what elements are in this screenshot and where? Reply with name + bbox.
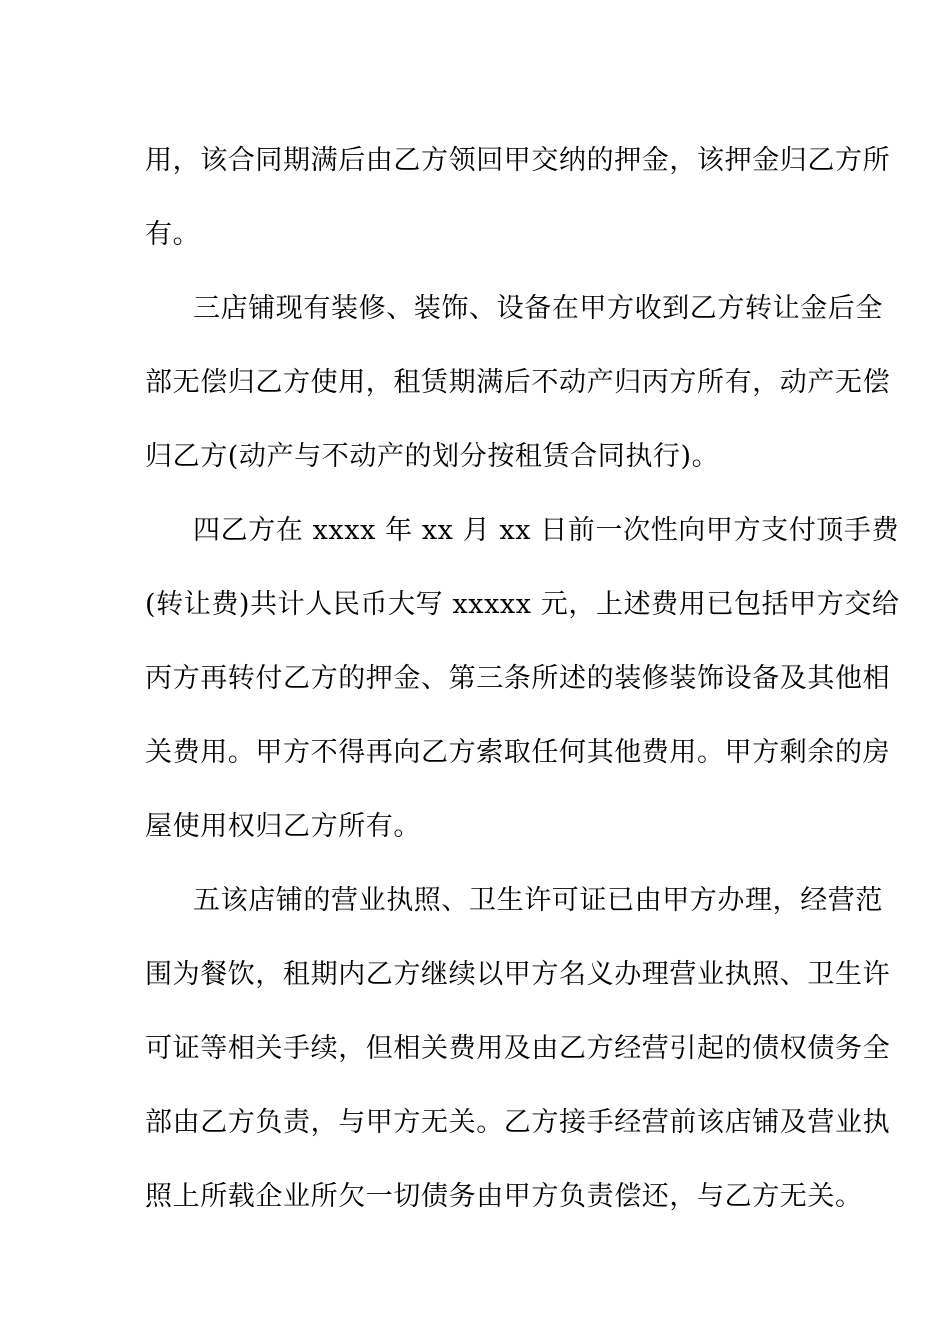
paragraph-continuation — [145, 124, 891, 272]
text-line: 围为餐饮，租期内乙方继续以甲方名义办理营业执照、卫生许 — [145, 959, 891, 990]
text-line: 归乙方(动产与不动产的划分按租赁合同执行)。 — [145, 441, 720, 472]
text-line: 丙方再转付乙方的押金、第三条所述的装修装饰设备及其他相 — [145, 663, 891, 694]
text-line: 照上所载企业所欠一切债务由甲方负责偿还，与乙方无关。 — [145, 1181, 863, 1212]
text-line: 部由乙方负责，与甲方无关。乙方接手经营前该店铺及营业执 — [145, 1107, 891, 1138]
paragraph-clause-3 — [145, 272, 891, 494]
text-line: 用，该合同期满后由乙方领回甲交纳的押金，该押金归乙方所 — [145, 145, 891, 176]
text-line: 四乙方在 xxxx 年 xx 月 xx 日前一次性向甲方支付顶手费 — [193, 515, 900, 546]
text-line: 部无偿归乙方使用，租赁期满后不动产归丙方所有，动产无偿 — [145, 367, 891, 398]
text-line: 三店铺现有装修、装饰、设备在甲方收到乙方转让金后全 — [193, 293, 883, 324]
text-line: 五该店铺的营业执照、卫生许可证已由甲方办理，经营范 — [193, 885, 883, 916]
text-line: 可证等相关手续，但相关费用及由乙方经营引起的债权债务全 — [145, 1033, 891, 1064]
text-line: 屋使用权归乙方所有。 — [145, 811, 421, 842]
paragraph-clause-4 — [145, 494, 900, 864]
paragraph-clause-5 — [145, 864, 891, 1234]
document-body — [145, 124, 900, 1234]
text-line: (转让费)共计人民币大写 xxxxx 元，上述费用已包括甲方交给 — [145, 589, 900, 620]
text-line: 有。 — [145, 219, 201, 250]
text-line: 关费用。甲方不得再向乙方索取任何其他费用。甲方剩余的房 — [145, 737, 891, 768]
